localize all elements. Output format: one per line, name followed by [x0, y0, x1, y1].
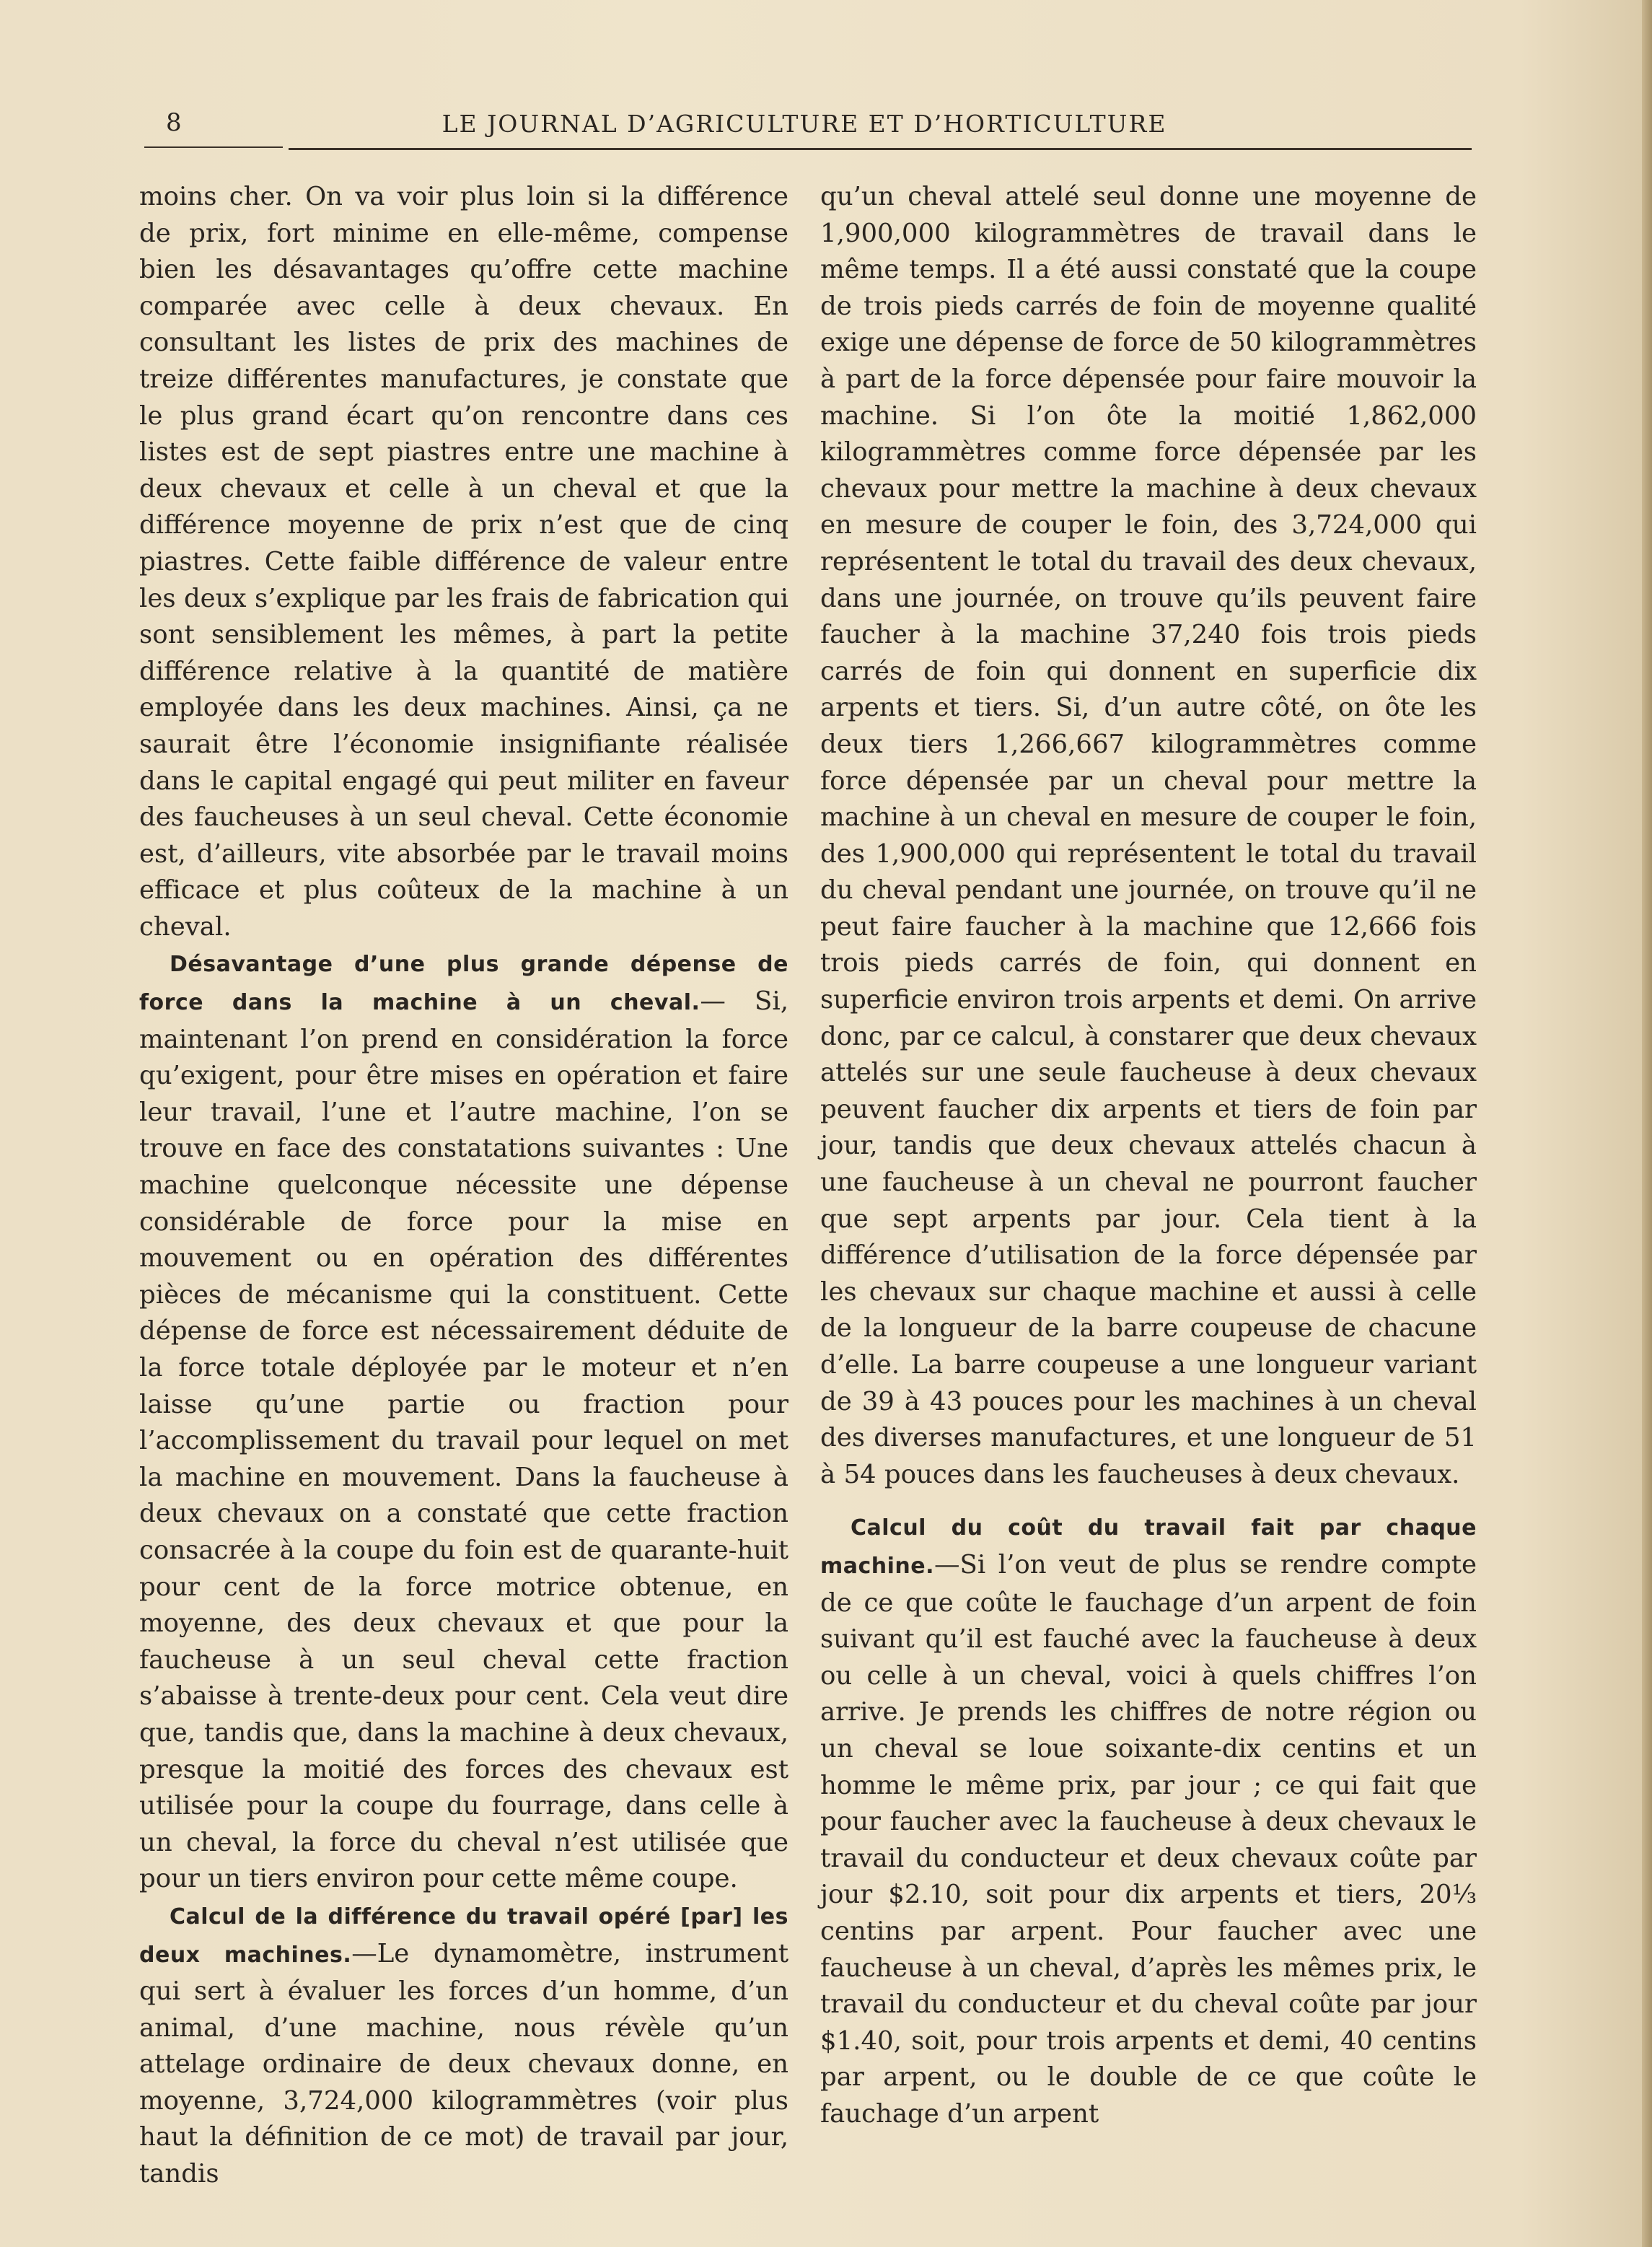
- section-title: Calcul du coût du travail fait par chaque machine.: [820, 1515, 1477, 1579]
- paragraph: moins cher. On va voir plus loin si la différence de prix, fort minime en elle-même, compense bien les désavantages qu’offre cette machine comparée avec celle à deux chevaux. En consultant les listes de prix des machines de treize différentes manufactures, je constate que le plus grand écart qu’on rencontre dans ces listes est de sept piastres entre une machine à deux chevaux et celle à un cheval et que la différence moyenne de prix n’est que de cinq piastres. Cette faible différence de valeur entre les deux s’explique par les frais de fabrication qui sont sensiblement les mêmes, à part la petite différence relative à la quantité de matière employée dans les deux machines. Ainsi, ça ne saurait être l’économie insignifiante réalisée dans le capital engagé qui peut militer en faveur des faucheuses à un seul cheval. Cette économie est, d’ailleurs, vite absorbée par le travail moins efficace et plus coûteux de la machine à un cheval.: [139, 182, 788, 942]
- paragraph: qu’un cheval attelé seul donne une moyenne de 1,900,000 kilogrammètres de travail dans le même temps. Il a été aussi constaté que la coupe de trois pieds carrés de foin de moyenne qualité exige une dépense de force de 50 kilogrammètres à part de la force dépensée pour faire mouvoir la machine. Si l’on ôte la moitié 1,862,000 kilogrammètres comme force dépensée par les chevaux pour mettre la machine à deux chevaux en mesure de couper le foin, des 3,724,000 qui représentent le total du travail des deux chevaux, dans une journée, on trouve qu’ils peuvent faire faucher à la machine 37,240 fois trois pieds carrés de foin qui donnent en superficie dix arpents et tiers. Si, d’un autre côté, on ôte les deux tiers 1,266,667 kilogrammètres comme force dépensée par un cheval pour mettre la machine à un cheval en mesure de couper le foin, des 1,900,000 qui représentent le total du travail du cheval pendant une journée, on trouve qu’il ne peut faire faucher à la machine que 12,666 fois trois pieds carrés de foin, qui donnent en superficie environ trois arpents et demi. On arrive donc, par ce calcul, à constarer que deux chevaux attelés sur une seule faucheuse à deux chevaux peuvent faucher dix arpents et tiers de foin par jour, tandis que deux chevaux attelés chacun à une faucheuse à un cheval ne pourront faucher que sept arpents par jour. Cela tient à la différence d’utilisation de la force dépensée par les chevaux sur chaque machine et aussi à celle de la longueur de la barre coupeuse de chacune d’elle. La barre coupeuse a une longueur variant de 39 à 43 pouces pour les machines à un cheval des diverses manufactures, et une longueur de 51 à 54 pouces dans les faucheuses à deux chevaux.: [820, 182, 1477, 1489]
- journal-title: LE JOURNAL D’AGRICULTURE ET D’HORTICULTURE: [441, 110, 1167, 138]
- page-number: 8: [166, 108, 182, 137]
- section-paragraph: [820, 1509, 1477, 2132]
- section-body: —Si l’on veut de plus se rendre compte de ce que coûte le fauchage d’un arpent de foin suivant qu’il est fauché avec la faucheuse à deux ou celle à un cheval, voici à quels chiffres l’on arrive. Je prends les chiffres de notre région ou un cheval se loue soixante-dix centins et un homme le même prix, par jour ; ce qui fait que pour faucher avec la faucheuse à deux chevaux le travail du conducteur et deux chevaux coûte par jour $2.10, soit pour dix arpents et tiers, 20⅓ centins par arpent. Pour faucher avec une faucheuse à un cheval, d’après les mêmes prix, le travail du conducteur et du cheval coûte par jour $1.40, soit, pour trois arpents et demi, 40 centins par arpent, ou le double de ce que coûte le fauchage d’un arpent: [820, 1549, 1477, 2129]
- section-title: Désavantage d’une plus grande dépense de force dans la machine à un cheval.: [139, 952, 788, 1016]
- section-body: — Si, maintenant l’on prend en considération la force qu’exigent, pour être mises en opération et faire leur travail, l’une et l’autre machine, l’on se trouve en face des constatations suivantes : Une machine quelconque nécessite une dépense considérable de force pour la mise en mouvement ou en opération des différentes pièces de mécanisme qui la constituent. Cette dépense de force est nécessairement déduite de la force totale déployée par le moteur et n’en laisse qu’une partie ou fraction pour l’accomplissement du travail pour lequel on met la machine en mouvement. Dans la faucheuse à deux chevaux on a constaté que cette fraction consacrée à la coupe du foin est de quarante-huit pour cent de la force motrice obtenue, en moyenne, des deux chevaux et que pour la faucheuse à un seul cheval cette fraction s’abaisse à trente-deux pour cent. Cela veut dire que, tandis que, dans la machine à deux chevaux, presque la moitié des forces des chevaux est utilisée pour la coupe du fourrage, dans celle à un cheval, la force du cheval n’est utilisée que pour un tiers environ pour cette même coupe.: [139, 986, 788, 1894]
- header-rule-short: [144, 146, 283, 148]
- section-body: —Le dynamomètre, instrument qui sert à évaluer les forces d’un homme, d’un animal, d’une machine, nous révèle qu’un attelage ordinaire de deux chevaux donne, en moyenne, 3,724,000 kilogrammètres (voir plus haut la définition de ce mot) de travail par jour, tandis: [139, 1938, 788, 2189]
- right-column: [820, 179, 1477, 2132]
- section-paragraph: [139, 945, 788, 1897]
- section-title: Calcul de la différence du travail opéré [par] les deux machines.: [139, 1904, 788, 1968]
- page-edge: [1642, 0, 1652, 2247]
- left-column: [139, 179, 788, 2193]
- header-rule-long: [289, 148, 1472, 150]
- section-paragraph: [139, 1898, 788, 2193]
- page-header: [144, 108, 1464, 144]
